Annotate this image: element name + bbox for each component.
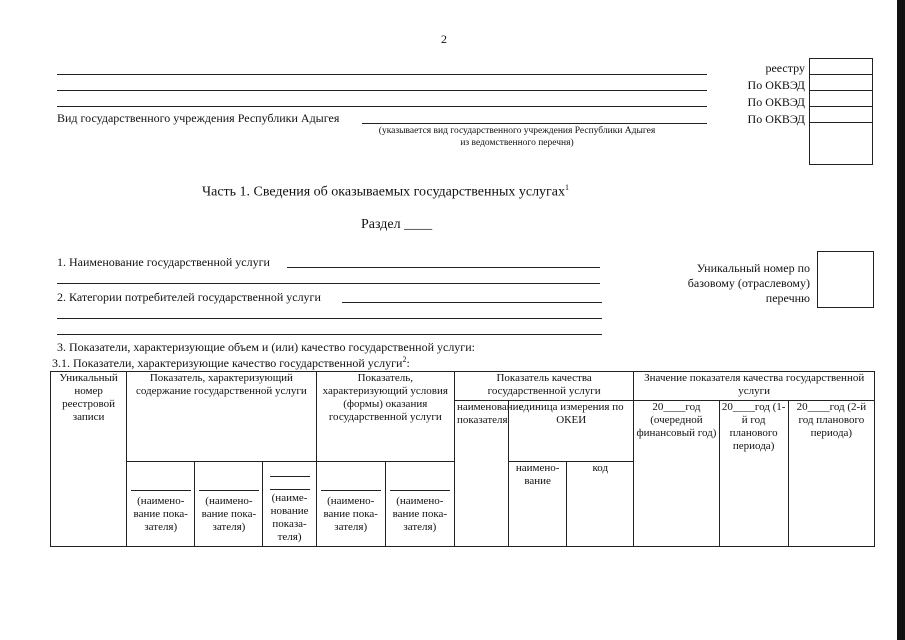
section-label: Раздел ____ — [361, 217, 433, 232]
header-quality-indicator: Показатель качества государственной услуги — [454, 372, 633, 401]
blank-line — [57, 318, 602, 319]
page-number: 2 — [441, 32, 447, 46]
content-sub-3[interactable]: (наиме-нование показа-теля) — [263, 462, 316, 547]
header-indicator-value: Значение показателя качества государственной услуги — [634, 372, 875, 401]
footnote-mark: 1 — [565, 183, 570, 192]
blank-line — [342, 302, 602, 303]
institution-type-line — [362, 123, 707, 124]
header-indicator-name: наименование показателя — [454, 401, 508, 547]
unique-number-box[interactable] — [817, 251, 874, 308]
part-title-text: Часть 1. Сведения об оказываемых государственных услугах — [202, 184, 566, 200]
code-cell[interactable] — [810, 59, 872, 75]
header-year-3: 20____год (2-й год планового периода) — [788, 401, 874, 547]
scan-edge — [897, 0, 905, 640]
code-label-okved: По ОКВЭД — [747, 112, 805, 126]
code-cell[interactable] — [810, 107, 872, 123]
code-label-reestr: реестру — [765, 61, 805, 75]
unique-number-line: перечню — [765, 291, 810, 305]
content-sub-2[interactable]: (наимено-вание пока-зателя) — [195, 462, 263, 547]
part-title — [202, 183, 569, 201]
unique-number-label — [660, 261, 810, 306]
quality-label-text: 3.1. Показатели, характеризующие качество государственной услуги — [52, 356, 403, 370]
institution-type-label: Вид государственного учреждения Республики Адыгея — [57, 111, 340, 125]
code-label-okved: По ОКВЭД — [747, 95, 805, 109]
header-year-2: 20____год (1-й год планового периода) — [719, 401, 788, 547]
header-unique-number: Уникальный номер реестровой записи — [51, 372, 127, 547]
blank-line — [57, 106, 707, 107]
blank-line — [57, 90, 707, 91]
conditions-sub-1[interactable]: (наимено-вание пока-зателя) — [316, 462, 385, 547]
header-content-indicator: Показатель, характеризующий содержание государственной услуги — [127, 372, 316, 462]
blank-line — [57, 74, 707, 75]
header-conditions-indicator: Показатель, характеризующий условия (формы) оказания государственной услуги — [316, 372, 454, 462]
institution-note: из ведомственного перечня) — [460, 138, 574, 148]
unique-number-line: Уникальный номер по — [696, 261, 810, 275]
unique-number-line: базовому (отраслевому) — [687, 276, 810, 290]
header-unit-name: наимено-вание — [509, 462, 567, 547]
blank-line — [57, 334, 602, 335]
code-box — [809, 58, 873, 165]
blank-line — [287, 267, 600, 268]
indicators-label: 3. Показатели, характеризующие объем и (или) качество государственной услуги: — [57, 340, 475, 354]
quality-table — [50, 371, 875, 547]
code-labels — [700, 60, 805, 128]
blank-line — [57, 283, 600, 284]
code-cell[interactable] — [810, 75, 872, 91]
footnote-mark: 2 — [402, 355, 407, 364]
header-unit-code: код — [567, 462, 634, 547]
quality-label: 3.1. Показатели, характеризующие качество государственной услуги$^2$: — [52, 355, 410, 370]
consumers-label: 2. Категории потребителей государственной услуги — [57, 290, 321, 304]
code-cell[interactable] — [810, 91, 872, 107]
institution-note: (указывается вид государственного учреждения Республики Адыгея — [378, 126, 656, 136]
conditions-sub-2[interactable]: (наимено-вание пока-зателя) — [385, 462, 454, 547]
header-year-1: 20____год (очередной финансовый год) — [634, 401, 719, 547]
code-label-okved: По ОКВЭД — [747, 78, 805, 92]
content-sub-1[interactable]: (наимено-вание пока-зателя) — [127, 462, 195, 547]
header-okei-unit: единица измерения по ОКЕИ — [509, 401, 634, 462]
service-name-label: 1. Наименование государственной услуги — [57, 255, 270, 269]
